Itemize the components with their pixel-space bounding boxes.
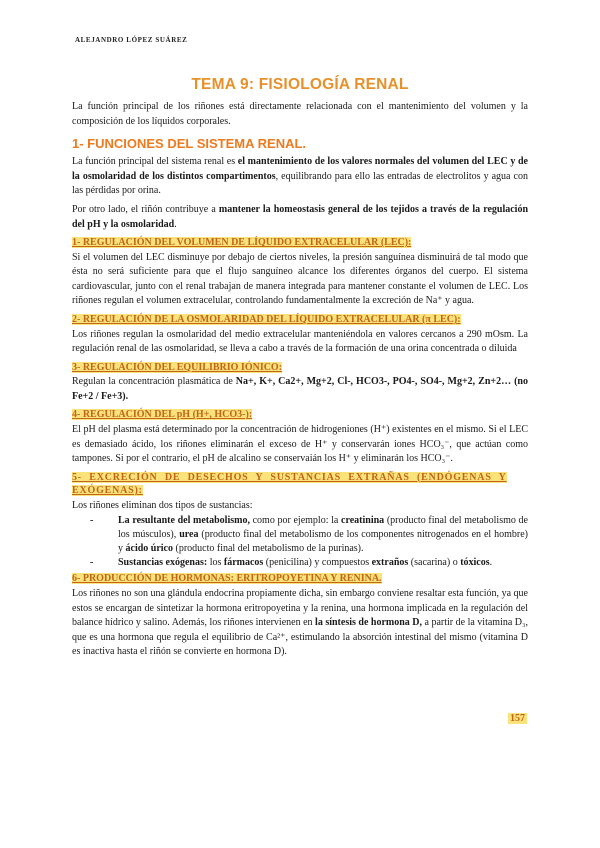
text-run: , equilibrando para ello las entradas de electrolitos y agua con las pérdidas por orina. <box>72 170 528 197</box>
ph-paragraph: El pH del plasma está determinado por la concentración de hidrogeniones (H⁺) existentes en el mismo. Si el LEC es demasiado ácido, los riñones eliminarán el exceso de H⁺ y conservarán iones HCO₃⁻, que actúan como tampones. Si por el contrario, el pH de alcalino se conservaián los H⁺ y eliminarán los HCO₃⁻. <box>72 423 528 465</box>
text-run: (producto final del metabolismo de los componentes nitrogenados en el hombre) y <box>118 529 529 554</box>
bold-run: Na+, K+, Ca2+, Mg+2, Cl-, HCO3-, PO4-, SO4-, Mg+2, Zn+2… (no Fe+2 / Fe+3). <box>72 376 528 402</box>
subheading-excretion: 5- EXCRECIÓN DE DESECHOS Y SUSTANCIAS EXTRAÑAS (ENDÓGENAS Y EXÓGENAS): <box>72 471 507 497</box>
text-run: los <box>207 556 224 568</box>
list-item <box>87 556 528 570</box>
bold-run: ácido úrico <box>125 542 173 554</box>
author-header: ALEJANDRO LÓPEZ SUÁREZ <box>75 36 188 44</box>
excretion-list <box>72 514 528 569</box>
bold-run: mantener la homeostasis general de los tejidos a través de la regulación del pH y la osmolaridad <box>72 203 529 230</box>
text-run: (producto final del metabolismo de la purinas). <box>173 542 364 554</box>
bullet-dash: - <box>90 556 94 568</box>
bold-run: tóxicos <box>460 556 490 568</box>
ionic-paragraph <box>72 375 528 404</box>
bold-run: fármacos <box>223 556 264 568</box>
text-run: como por ejemplo: la <box>249 515 342 527</box>
bold-run: extraños <box>371 556 409 568</box>
volume-paragraph: Si el volumen del LEC disminuye por debajo de ciertos niveles, la presión sanguínea disminuirá de tal modo que ésta no será suficiente para que el flujo sanguíneo alcance los diferentes órganos del cuerpo. El sistema cardiovascular, junto con el renal trabajan de manera integrada para mantener constante el volumen de LEC. Los riñones regulan el volumen extracelular, controlando fundamentalmente la excreción de Na⁺ y agua. <box>72 251 528 307</box>
page-title: TEMA 9: FISIOLOGÍA RENAL <box>191 76 409 93</box>
hormones-paragraph <box>72 587 528 660</box>
functions-paragraph-1 <box>72 155 528 199</box>
text-run: (producto final del metabolismo de los músculos), <box>118 515 528 541</box>
bold-run: La resultante del metabolismo, <box>118 515 250 527</box>
section-heading-functions: 1- FUNCIONES DEL SISTEMA RENAL. <box>72 136 307 152</box>
text-run: Regulan la concentración plasmática de <box>72 376 236 388</box>
subheading-osmolarity: 2- REGULACIÓN DE LA OSMOLARIDAD DEL LÍQUIDO EXTRACELULAR (π LEC): <box>72 314 461 326</box>
bold-run: urea <box>179 529 199 541</box>
intro-paragraph: La función principal de los riñones está directamente relacionada con el mantenimiento del volumen y la composición de los líquidos corporales. <box>72 101 528 127</box>
document-body <box>72 76 528 664</box>
text-run: Por otro lado, el riñón contribuye a <box>72 203 219 215</box>
text-run: (penicilina) y compuestos <box>263 556 372 568</box>
bold-run: Sustancias exógenas: <box>118 556 208 568</box>
subheading-ionic: 3- REGULACIÓN DEL EQUILIBRIO IÓNICO: <box>72 361 283 373</box>
bold-run: creatinina <box>341 515 385 527</box>
subheading-volume: 1- REGULACIÓN DEL VOLUMEN DE LÍQUIDO EXTRACELULAR (LEC): <box>72 237 412 249</box>
text-run: . <box>489 556 493 568</box>
excretion-intro: Los riñones eliminan dos tipos de sustancias: <box>72 499 253 511</box>
list-item <box>87 514 528 555</box>
text-run: a partir de la vitamina D₃, que es una hormona que regula el equilibrio de Ca²⁺, estimulando la absorción intestinal del mismo (vitamina D es inactiva hasta el riñón se convierte en hormona D). <box>72 617 529 658</box>
subheading-ph: 4- REGULACIÓN DEL pH (H+, HCO3-): <box>72 409 253 421</box>
text-run: Los riñones no son una glándula endocrina propiamente dicha, sin embargo conviene resaltar esta función, ya que estos se encargan de sintetizar la hormona eritropoyetina y la renina, una hormona implicada en la regulación del balance hídrico y salino. Además, los riñones intervienen en <box>72 587 528 629</box>
subheading-hormones: 6- PRODUCCIÓN DE HORMONAS: ERITROPOYETINA Y RENINA. <box>72 573 382 585</box>
bold-run: el mantenimiento de los valores normales del volumen del LEC y de la osmolaridad de los distintos compartimentos <box>72 156 528 182</box>
functions-paragraph-2 <box>72 203 528 232</box>
osmolarity-paragraph: Los riñones regulan la osmolaridad del medio extracelular manteniéndola en valores cercanos a 290 mOsm. La regulación renal de las osmolaridad, se lleva a cabo a través de la formación de una orina concentrada o diluida <box>72 328 528 355</box>
text-run: (sacarina) o <box>408 556 461 568</box>
text-run: La función principal del sistema renal es <box>72 156 238 168</box>
bold-run: la síntesis de hormona D, <box>315 617 423 629</box>
page-number: 157 <box>510 713 525 724</box>
text-run: . <box>174 218 177 230</box>
bullet-dash: - <box>90 515 94 527</box>
